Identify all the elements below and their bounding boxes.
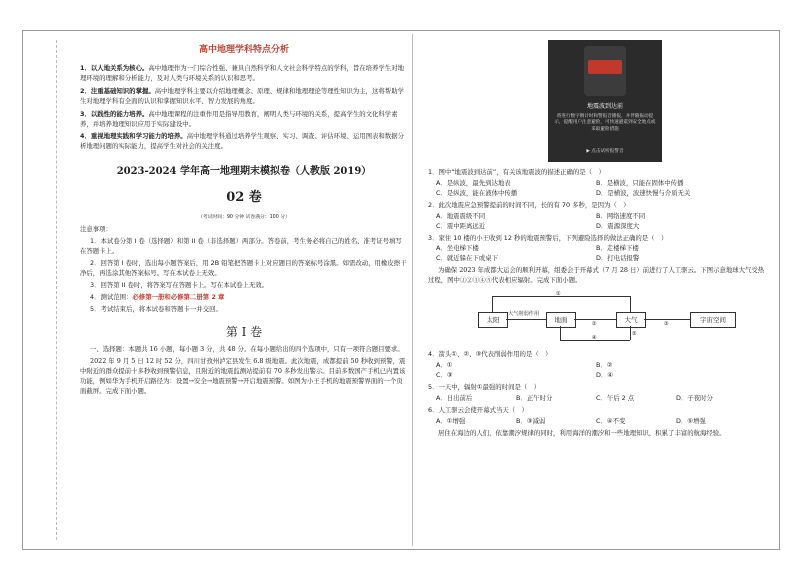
promo-point: 3．以践性的能力培养。高中地理课程的注重作用是指导用教育，阐明人类与环境的关系，提高学生的文化科学素养，并培养地理知识应用于实际建设中。: [80, 109, 398, 128]
binding-dashed-line: [56, 40, 57, 540]
passage: 2022 年 9 月 5 日 12 时 52 分，四川甘孜州泸定县发生 6.8 级地震。此次地震，成都提前 50 秒收到预警，震中附近的群众提前十多秒收到预警信息，且附近的地震监测站提前有 70 多秒发出警示。目前多数国产手机已内置该功能，例如华为手机开启路径为：设置→安全→地震预警→开启地震预警。如图为小王手机的地震预警界面的一个页面截屏。完成下面小题。: [80, 357, 406, 396]
label-5: ⑤: [632, 331, 637, 338]
right-column: [428, 40, 768, 441]
arrow-line: [630, 296, 631, 312]
phone-desc: 将进行数字倒计时和警报音播报，并伴随振动提示，提醒用户注意避险，可快速避震到安全地点或采取避险措施: [554, 114, 656, 132]
promo-point: 4．重视地理实践和学习能力的培养。高中地理学科通过培养学生观察、实习、调查、评估环境、运用图表和数据分析地理问题的实际能力，提高学生对社会的关注度。: [80, 132, 404, 151]
phone-play-button: ▶ 点击试听报警音: [586, 149, 624, 154]
label-4: ④: [592, 335, 597, 342]
column-divider: [412, 34, 413, 546]
passage: 为确保 2023 年成都大运会的顺利开幕，组委会于开幕式（7 月 28 日）前进行了人工驱云。下图示意地球大气受热过程，图中①②③④⑤代表相应辐射。完成下面小题。: [428, 266, 765, 285]
options: A．是纵波，最先到达地表 B．是横波，只能在固体中传播 C．是纵波，能在液体中传播 D．是横波，波速快慢与介质无关: [436, 178, 691, 197]
exam-volume: 02 卷: [226, 189, 262, 205]
notice-head: 注意事项：: [80, 225, 112, 234]
space-box: 宇宙空间: [690, 312, 736, 328]
exam-info: （考试时间：90 分钟 试卷满分：100 分）: [198, 214, 290, 220]
notice-block: [80, 225, 408, 314]
notice-item: 3．回答第 II 卷时，将答案写在答题卡上。写在本试卷上无效。: [90, 280, 269, 289]
question: 5．一天中，辐射①最强的时间是（ ）: [428, 382, 541, 391]
promo-point: 2．注重基础知识的掌握。高中地理学科主要以介绍地理概念、原理、规律和地理理论等理性知识为主，这将帮助学生对地理学科有全面的认识和掌握知识水平、智力发展的角度。: [80, 86, 404, 105]
options: A．日出前后 B．正午时分 C．午后 2 点 D．子夜时分: [436, 393, 713, 402]
exam-title: 2023-2024 学年高一地理期末模拟卷（人教版 2019）: [116, 166, 372, 178]
sun-box: 太阳: [478, 312, 508, 328]
promo-title: 高中地理学科特点分析: [198, 45, 289, 55]
arrow-line: [560, 326, 561, 340]
arrow-line: [492, 296, 630, 297]
passage: 居住在海边的人们，依靠潮汐规律的同时，利用海洋的潮汐和一些地理知识，积累了丰富的航海经验。: [438, 428, 726, 437]
notice-item: 1．本试卷分第 I 卷（选择题）和第 II 卷（非选择题）两部分。答卷前，考生务必将自己的姓名、准考证号填写在答题卡上。: [80, 237, 402, 256]
options: A．① B．② C．③ D．④: [436, 361, 614, 379]
ground-box: 地面: [546, 312, 576, 328]
question: 2．此次地震应急预警提前的时间不同，长的有 70 多秒，是因为（ ）: [428, 200, 630, 209]
label-2: ②: [592, 321, 597, 328]
question: 1．图中“地震波到达前”，有关该地震波的描述正确的是（ ）: [428, 168, 605, 176]
section-intro: 一、选择题：本题共 16 小题，每小题 3 分，共 48 分。在每小题给出的四个选项中，只有一项符合题目要求。: [90, 345, 404, 354]
question: 3．家住 10 楼的小王收到 12 秒的地震预警后，下列避险选择的做法正确的是（ ）: [428, 233, 668, 242]
alert-card: [588, 60, 622, 74]
promo-point: 1．以人地关系为核心。高中地理作为一门综合性强、兼具自然科学和人文社会科学特点的学科，旨在培养学生对地理环境的理解和分析能力，及对人类与环境关系的认识和思考。: [80, 63, 404, 82]
notice-item: 2．回答第 I 卷时，选出每小题答案后，用 2B 铅笔把答题卡上对应题目的答案标号涂黑。如需改动，用橡皮擦干净后，再选涂其他答案标号。写在本试卷上无效。: [80, 259, 407, 278]
binding-strip: [8, 40, 68, 540]
question: 4．箭头①、②、③代表削弱作用的是（ ）: [428, 350, 552, 359]
phone-title: 地震波到达前: [586, 103, 623, 110]
arrow-line: [630, 326, 631, 340]
arrow-line: [506, 319, 546, 320]
options: A．坐电梯下楼 B．走楼梯下楼 C．就近躲在下或桌下 D．打电话报警: [436, 244, 640, 263]
label-1: ①: [556, 291, 561, 298]
arrow-line: [492, 296, 493, 312]
phone-screen: [584, 46, 626, 96]
atmosphere-box: 大气: [616, 312, 646, 328]
options: A．①增强 B．③减弱 C．④不变 D．⑤增强: [436, 416, 706, 425]
body-text: [80, 345, 408, 397]
left-column: [80, 40, 408, 399]
question-group-1: [428, 168, 768, 264]
phone-screenshot-figure: [548, 40, 662, 162]
options: A．地震震级不同 B．网络速度不同 C．震中距离远近 D．震源深度大: [436, 211, 646, 230]
label-3: ③: [664, 321, 669, 328]
heating-diagram: [428, 290, 768, 346]
notice-item: 5．考试结束后，将本试卷和答题卡一并交回。: [90, 304, 222, 313]
section-title: 第 I 卷: [225, 324, 263, 339]
arrow-label: 大气削弱作用: [508, 311, 540, 318]
question-group-2: [428, 350, 768, 426]
notice-item: 4．测试范围：必修第一册和必修第二册第 2 章: [90, 292, 225, 301]
promo-block: [80, 44, 408, 152]
question: 6．人工驱云会使开幕式当天（ ）: [428, 405, 528, 414]
